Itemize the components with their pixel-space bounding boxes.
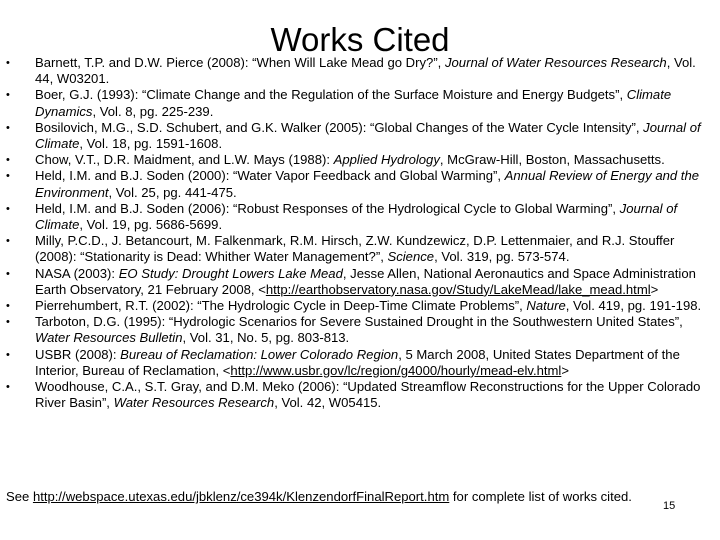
reference-details: , Vol. 419, pg. 191-198.	[565, 298, 702, 314]
reference-text: NASA (2003):	[35, 265, 119, 281]
reference-text: Chow, V.T., D.R. Maidment, and L.W. Mays (1988):	[35, 152, 334, 168]
reference-details: , McGraw-Hill, Boston, Massachusetts.	[439, 152, 665, 168]
reference-link[interactable]: http://earthobservatory.nasa.gov/Study/LakeMead/lake_mead.html	[265, 281, 651, 297]
reference-text: Barnett, T.P. and D.W. Pierce (2008): “When Will Lake Mead go Dry?”,	[35, 55, 445, 70]
reference-details: , Vol. 319, pg. 573-574.	[434, 249, 570, 265]
reference-item	[6, 87, 712, 119]
bullet-icon: •	[6, 89, 10, 102]
bullet-icon: •	[6, 154, 10, 167]
reference-details: , Vol. 42, W05415.	[274, 395, 382, 411]
reference-source: Journal of Water Resources Research	[444, 55, 667, 70]
reference-source: Water Resources Research	[113, 395, 275, 411]
reference-source: Nature	[526, 298, 566, 314]
reference-details: , Vol. 19, pg. 5686-5699.	[79, 217, 223, 233]
reference-item	[6, 55, 712, 87]
reference-source: Journal of Climate	[35, 200, 678, 233]
page-title: Works Cited	[270, 21, 450, 58]
reference-details: , Vol. 44, W03201.	[35, 55, 696, 87]
bullet-icon: •	[6, 381, 10, 394]
reference-item	[6, 233, 712, 265]
reference-item	[6, 347, 712, 379]
reference-text: Woodhouse, C.A., S.T. Gray, and D.M. Meko (2006): “Updated Streamflow Reconstructions for the Upper Colorado River Basin”,	[35, 379, 701, 411]
bullet-icon: •	[6, 316, 10, 329]
bullet-icon: •	[6, 202, 10, 215]
bullet-icon: •	[6, 121, 10, 134]
reference-details: , Jesse Allen, National Aeronautics and Space Administration Earth Observatory, 21 February 2008, <	[35, 265, 696, 297]
bullet-icon: •	[6, 170, 10, 183]
reference-source: EO Study: Drought Lowers Lake Mead	[118, 265, 343, 281]
bullet-icon: •	[6, 235, 10, 248]
page-number: 15	[663, 500, 676, 512]
reference-link-close: >	[561, 362, 569, 378]
reference-details: , Vol. 31, No. 5, pg. 803-813.	[182, 330, 350, 346]
reference-text: Held, I.M. and B.J. Soden (2006): “Robust Responses of the Hydrological Cycle to Global Warming”,	[35, 200, 620, 216]
reference-details: , Vol. 8, pg. 225-239.	[92, 103, 214, 119]
reference-link-close: >	[650, 281, 659, 297]
reference-details: , Vol. 18, pg. 1591-1608.	[79, 136, 223, 152]
reference-text: Held, I.M. and B.J. Soden (2000): “Water Vapor Feedback and Global Warming”,	[35, 168, 505, 184]
reference-item	[6, 201, 712, 233]
reference-item	[6, 152, 712, 168]
reference-text: Bosilovich, M.G., S.D. Schubert, and G.K. Walker (2005): “Global Changes of the Water Cycle Intensity”,	[35, 119, 644, 135]
footer-note	[6, 489, 678, 505]
reference-details: , 5 March 2008, United States Department of the Interior, Bureau of Reclamation, <	[35, 346, 680, 378]
footer-link[interactable]: http://webspace.utexas.edu/jbklenz/ce394k/KlenzendorfFinalReport.htm	[32, 489, 450, 504]
bullet-icon: •	[6, 300, 10, 313]
reference-text: Pierrehumbert, R.T. (2002): “The Hydrologic Cycle in Deep-Time Climate Problems”,	[35, 298, 527, 314]
reference-source: Science	[387, 249, 435, 265]
footer-text-before: See	[6, 489, 33, 504]
reference-item	[6, 168, 712, 200]
reference-item	[6, 379, 712, 411]
references-list	[6, 55, 712, 411]
reference-text: Tarboton, D.G. (1995): “Hydrologic Scenarios for Severe Sustained Drought in the Southwestern United States”,	[35, 314, 683, 330]
reference-text: Boer, G.J. (1993): “Climate Change and the Regulation of the Surface Moisture and Energy Budgets”,	[35, 87, 627, 103]
reference-source: Water Resources Bulletin	[35, 330, 183, 346]
reference-source: Annual Review of Energy and the Environment	[35, 168, 700, 200]
reference-source: Climate Dynamics	[35, 87, 672, 119]
reference-source: Journal of Climate	[35, 119, 701, 152]
reference-text: Milly, P.C.D., J. Betancourt, M. Falkenmark, R.M. Hirsch, Z.W. Kundzewicz, D.P. Lettenmaier, and R.J. Stouffer (2008): “Stationarity is Dead: Whither Water Management?”,	[35, 233, 675, 265]
bullet-icon: •	[6, 267, 10, 280]
reference-source: Bureau of Reclamation: Lower Colorado Region	[120, 346, 399, 362]
reference-source: Applied Hydrology	[333, 152, 440, 168]
bullet-icon: •	[6, 57, 10, 69]
reference-item	[6, 266, 712, 298]
reference-item	[6, 314, 712, 346]
reference-item	[6, 120, 712, 152]
bullet-icon: •	[6, 348, 10, 361]
footer-text-after: for complete list of works cited.	[449, 489, 632, 504]
reference-details: , Vol. 25, pg. 441-475.	[108, 184, 237, 200]
reference-text: USBR (2008):	[35, 346, 121, 362]
reference-link[interactable]: http://www.usbr.gov/lc/region/g4000/hourly/mead-elv.html	[230, 362, 562, 378]
reference-item	[6, 298, 712, 314]
